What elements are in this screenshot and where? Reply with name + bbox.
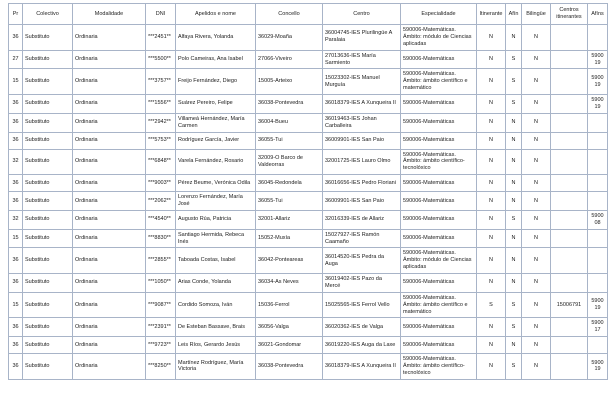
table-cell: 590006-Matemáticas (401, 318, 477, 337)
table-cell: Santiago Hermida, Rebeca Inés (176, 229, 256, 248)
table-cell: ***6848** (146, 149, 176, 175)
table-row (9, 337, 608, 354)
table-cell: 15 (9, 229, 23, 248)
table-cell: 590006-Matemáticas (401, 132, 477, 149)
table-cell: Substituto (23, 132, 73, 149)
table-cell: 590006-Matemáticas (401, 175, 477, 192)
table-cell: 590006-Matemáticas (401, 95, 477, 114)
header-cell: Centros itinerantes (551, 4, 588, 25)
table-cell: N (506, 132, 522, 149)
header-cell: Afín (506, 4, 522, 25)
table-cell: N (522, 292, 551, 318)
table-cell: 36055-Tui (256, 132, 323, 149)
table-cell: N (477, 248, 506, 274)
table-cell: 36 (9, 274, 23, 293)
table-cell: ***3757** (146, 69, 176, 95)
table-row (9, 50, 608, 69)
header-row (9, 4, 608, 25)
table-cell: Augusto Rúa, Patricia (176, 210, 256, 229)
table-cell: Substituto (23, 192, 73, 211)
table-cell: N (522, 210, 551, 229)
table-cell (551, 25, 588, 51)
header-cell: Especialidade (401, 4, 477, 25)
table-cell: Substituto (23, 229, 73, 248)
table-cell: S (506, 318, 522, 337)
table-cell: N (522, 248, 551, 274)
table-cell: Lorenzo Fernández, María José (176, 192, 256, 211)
table-cell: N (506, 274, 522, 293)
table-cell: 36 (9, 318, 23, 337)
table-cell: 15023302-IES Manuel Murguía (323, 69, 401, 95)
table-cell: 36029-Moaña (256, 25, 323, 51)
table-cell: ***1556** (146, 95, 176, 114)
table-cell: 36 (9, 132, 23, 149)
table-cell (551, 113, 588, 132)
table-cell: 15005-Arteixo (256, 69, 323, 95)
table-cell: ***8250** (146, 354, 176, 380)
table-cell: Ordinaria (73, 192, 146, 211)
table-cell: S (506, 69, 522, 95)
table-cell: Martínez Rodríguez, María Victoria (176, 354, 256, 380)
table-cell: 15027927-IES Ramón Caamaño (323, 229, 401, 248)
table-cell: N (522, 337, 551, 354)
table-cell: N (506, 229, 522, 248)
table-row (9, 25, 608, 51)
table-cell: N (477, 274, 506, 293)
table-row (9, 69, 608, 95)
table-cell: 590008 (588, 210, 608, 229)
table-cell: Substituto (23, 337, 73, 354)
table-cell (588, 132, 608, 149)
table-cell: N (522, 192, 551, 211)
table-cell: 590006-Matemáticas. Ámbito: ámbito científico e matemático (401, 69, 477, 95)
table-cell: N (506, 337, 522, 354)
table-cell: N (477, 25, 506, 51)
table-cell: 36 (9, 175, 23, 192)
header-cell: Pr (9, 4, 23, 25)
table-cell: N (477, 149, 506, 175)
table-cell: N (477, 50, 506, 69)
table-cell: 590019 (588, 95, 608, 114)
table-cell: 590017 (588, 318, 608, 337)
table-cell: 15036-Ferrol (256, 292, 323, 318)
table-cell: Ordinaria (73, 113, 146, 132)
table-cell: Ordinaria (73, 229, 146, 248)
table-cell: Substituto (23, 354, 73, 380)
table-cell: N (522, 318, 551, 337)
table-cell: Ordinaria (73, 132, 146, 149)
table-cell: Substituto (23, 175, 73, 192)
table-cell (551, 175, 588, 192)
table-cell (588, 25, 608, 51)
table-cell: 36 (9, 192, 23, 211)
header-cell: Bilingüe (522, 4, 551, 25)
table-cell: 36 (9, 113, 23, 132)
table-cell: 590006-Matemáticas (401, 192, 477, 211)
table-cell (588, 337, 608, 354)
table-cell: Ordinaria (73, 149, 146, 175)
header-cell: Itinerante (477, 4, 506, 25)
table-header (9, 4, 608, 25)
table-cell (551, 274, 588, 293)
table-cell: N (506, 149, 522, 175)
table-cell: 15006791 (551, 292, 588, 318)
table-row (9, 149, 608, 175)
table-cell: Substituto (23, 274, 73, 293)
table-cell: 27066-Viveiro (256, 50, 323, 69)
table-cell: Freijo Fernández, Diego (176, 69, 256, 95)
table-cell: S (506, 95, 522, 114)
table-cell: 36042-Ponteareas (256, 248, 323, 274)
table-cell: ***2391** (146, 318, 176, 337)
table-cell: 15025565-IES Ferrol Vello (323, 292, 401, 318)
table-row (9, 229, 608, 248)
table-cell: 590006-Matemáticas. Ámbito: módulo de Ciencias aplicadas (401, 248, 477, 274)
table-body (9, 25, 608, 380)
table-cell: Arias Conde, Yolanda (176, 274, 256, 293)
table-cell: N (506, 25, 522, 51)
table-cell: 590019 (588, 354, 608, 380)
header-cell: Afíns (588, 4, 608, 25)
table-cell (551, 95, 588, 114)
table-cell: 36018379-IES A Xunqueira II (323, 354, 401, 380)
table-cell (588, 229, 608, 248)
table-cell: Substituto (23, 210, 73, 229)
table-cell: 590006-Matemáticas. Ámbito: módulo de Ciencias aplicadas (401, 25, 477, 51)
table-cell: 590006-Matemáticas. Ámbito: ámbito científico-tecnolóxico (401, 354, 477, 380)
table-cell: Ordinaria (73, 337, 146, 354)
table-cell: S (506, 210, 522, 229)
table-cell: N (522, 274, 551, 293)
table-row (9, 274, 608, 293)
table-cell: 590019 (588, 292, 608, 318)
table-cell (551, 210, 588, 229)
table-row (9, 132, 608, 149)
header-cell: Centro (323, 4, 401, 25)
table-cell: S (506, 292, 522, 318)
table-cell (551, 354, 588, 380)
table-cell: 36009901-IES San Paio (323, 192, 401, 211)
table-cell: Substituto (23, 95, 73, 114)
table-cell (551, 192, 588, 211)
table-cell: Taboada Costas, Isabel (176, 248, 256, 274)
table-cell: ***9087** (146, 292, 176, 318)
table-cell: Ordinaria (73, 248, 146, 274)
table-cell (551, 337, 588, 354)
table-cell: 32001725-IES Lauro Olmo (323, 149, 401, 175)
table-cell: 32001-Allariz (256, 210, 323, 229)
table-cell: Rodríguez García, Javier (176, 132, 256, 149)
table-cell: 36 (9, 337, 23, 354)
table-cell: 32016339-IES de Allariz (323, 210, 401, 229)
table-cell: Villameá Hernández, María Carmen (176, 113, 256, 132)
table-cell: Ordinaria (73, 50, 146, 69)
table-cell: Substituto (23, 248, 73, 274)
table-cell: 15 (9, 292, 23, 318)
table-cell: ***2855** (146, 248, 176, 274)
table-cell: N (477, 175, 506, 192)
table-row (9, 292, 608, 318)
table-cell: Leis Ríos, Gerardo Jesús (176, 337, 256, 354)
table-cell: Ordinaria (73, 292, 146, 318)
table-cell: 590006-Matemáticas (401, 50, 477, 69)
table-cell: N (506, 248, 522, 274)
table-cell: 36034-As Neves (256, 274, 323, 293)
table-cell: Cordido Somoza, Iván (176, 292, 256, 318)
table-cell: Suárez Pereiro, Felipe (176, 95, 256, 114)
table-cell (588, 192, 608, 211)
table-cell: 27013636-IES María Sarmiento (323, 50, 401, 69)
header-cell: Concello (256, 4, 323, 25)
table-row (9, 248, 608, 274)
table-cell: N (522, 354, 551, 380)
table-cell: 36004-Bueu (256, 113, 323, 132)
table-cell: 36014520-IES Pedra da Auga (323, 248, 401, 274)
table-cell: 36020362-IES de Valga (323, 318, 401, 337)
table-cell: N (522, 149, 551, 175)
table-cell: N (522, 25, 551, 51)
table-cell: S (477, 292, 506, 318)
table-row (9, 175, 608, 192)
table-cell: ***5753** (146, 132, 176, 149)
table-cell: N (506, 113, 522, 132)
table-cell: ***5500** (146, 50, 176, 69)
table-cell: 36 (9, 95, 23, 114)
table-cell: N (477, 192, 506, 211)
table-cell (551, 50, 588, 69)
table-cell: 36056-Valga (256, 318, 323, 337)
table-cell (551, 229, 588, 248)
table-cell: 36038-Pontevedra (256, 354, 323, 380)
table-cell: N (506, 192, 522, 211)
table-cell: 27 (9, 50, 23, 69)
table-cell: 36009901-IES San Paio (323, 132, 401, 149)
table-cell (551, 248, 588, 274)
table-cell (551, 69, 588, 95)
table-cell: N (477, 354, 506, 380)
table-cell: De Esteban Bassave, Brais (176, 318, 256, 337)
table-cell: Pérez Beume, Verónica Odila (176, 175, 256, 192)
table-cell: 590006-Matemáticas. Ámbito: ámbito científico-tecnolóxico (401, 149, 477, 175)
table-cell: Substituto (23, 318, 73, 337)
table-cell: ***4540** (146, 210, 176, 229)
table-cell: 36 (9, 354, 23, 380)
table-cell: 590006-Matemáticas (401, 113, 477, 132)
table-cell: Varela Fernández, Rosario (176, 149, 256, 175)
table-cell: 36021-Gondomar (256, 337, 323, 354)
table-cell: ***1050** (146, 274, 176, 293)
table-row (9, 210, 608, 229)
header-cell: Apelidos e nome (176, 4, 256, 25)
table-cell: N (522, 69, 551, 95)
table-cell: 590006-Matemáticas (401, 274, 477, 293)
table-cell: ***2451** (146, 25, 176, 51)
table-cell: N (506, 175, 522, 192)
table-cell: N (522, 175, 551, 192)
header-cell: DNI (146, 4, 176, 25)
table-cell: 590019 (588, 50, 608, 69)
table-cell: 15052-Muxía (256, 229, 323, 248)
table-cell: ***8830** (146, 229, 176, 248)
table-cell: Ordinaria (73, 318, 146, 337)
table-cell: 36016656-IES Pedro Floriani (323, 175, 401, 192)
table-cell: Ordinaria (73, 274, 146, 293)
table-cell (551, 132, 588, 149)
table-cell: 36038-Pontevedra (256, 95, 323, 114)
table-cell: N (522, 50, 551, 69)
table-cell: S (506, 354, 522, 380)
table-cell: Alfaya Rivera, Yolanda (176, 25, 256, 51)
table-row (9, 318, 608, 337)
table-cell: Substituto (23, 25, 73, 51)
table-cell: 36 (9, 248, 23, 274)
table-cell: Ordinaria (73, 25, 146, 51)
table-cell: N (522, 95, 551, 114)
table-cell: 36019463-IES Johan Carballeira (323, 113, 401, 132)
table-cell: 590006-Matemáticas (401, 210, 477, 229)
table-cell: N (477, 210, 506, 229)
table-cell: ***9723** (146, 337, 176, 354)
table-cell: N (522, 132, 551, 149)
table-cell: 36045-Redondela (256, 175, 323, 192)
table-cell: Substituto (23, 292, 73, 318)
table-cell: 32009-O Barco de Valdeorras (256, 149, 323, 175)
table-cell: Ordinaria (73, 354, 146, 380)
table-cell: N (477, 318, 506, 337)
table-cell: Substituto (23, 113, 73, 132)
table-cell (588, 113, 608, 132)
table-cell: 15 (9, 69, 23, 95)
table-cell (551, 318, 588, 337)
table-cell: N (522, 229, 551, 248)
table-cell: Ordinaria (73, 175, 146, 192)
table-cell (588, 248, 608, 274)
table-cell: ***2942** (146, 113, 176, 132)
table-row (9, 95, 608, 114)
table-cell: Polo Cameiras, Ana Isabel (176, 50, 256, 69)
table-cell: Substituto (23, 50, 73, 69)
table-cell (551, 149, 588, 175)
table-cell: N (477, 337, 506, 354)
table-cell: N (477, 95, 506, 114)
table-cell: Ordinaria (73, 210, 146, 229)
table-cell: 32 (9, 210, 23, 229)
table-cell: Substituto (23, 69, 73, 95)
table-cell (588, 274, 608, 293)
table-cell: 36018379-IES A Xunqueira II (323, 95, 401, 114)
table-cell: ***9003** (146, 175, 176, 192)
table-row (9, 192, 608, 211)
table-cell: 32 (9, 149, 23, 175)
header-cell: Colectivo (23, 4, 73, 25)
table-cell (588, 149, 608, 175)
table-cell: N (477, 132, 506, 149)
header-cell: Modalidade (73, 4, 146, 25)
table-cell: Substituto (23, 149, 73, 175)
table-cell: ***2062** (146, 192, 176, 211)
table-cell: 36019220-IES Auga da Laxe (323, 337, 401, 354)
table-cell: 36004745-IES Plurilingüe A Paralaia (323, 25, 401, 51)
table-cell: S (506, 50, 522, 69)
table-cell: 590006-Matemáticas. Ámbito: ámbito científico e matemático (401, 292, 477, 318)
substitutes-assignments-table (8, 3, 608, 380)
table-cell: Ordinaria (73, 69, 146, 95)
table-cell: N (477, 229, 506, 248)
table-cell: Ordinaria (73, 95, 146, 114)
table-cell: 590006-Matemáticas (401, 229, 477, 248)
table-cell: 36055-Tui (256, 192, 323, 211)
table-cell: N (477, 113, 506, 132)
table-cell: 590006-Matemáticas (401, 337, 477, 354)
table-row (9, 354, 608, 380)
table-cell: 590019 (588, 69, 608, 95)
table-cell: N (477, 69, 506, 95)
table-cell (588, 175, 608, 192)
table-cell: 36019402-IES Pazo da Mercé (323, 274, 401, 293)
table-cell: 36 (9, 25, 23, 51)
table-cell: N (522, 113, 551, 132)
table-row (9, 113, 608, 132)
